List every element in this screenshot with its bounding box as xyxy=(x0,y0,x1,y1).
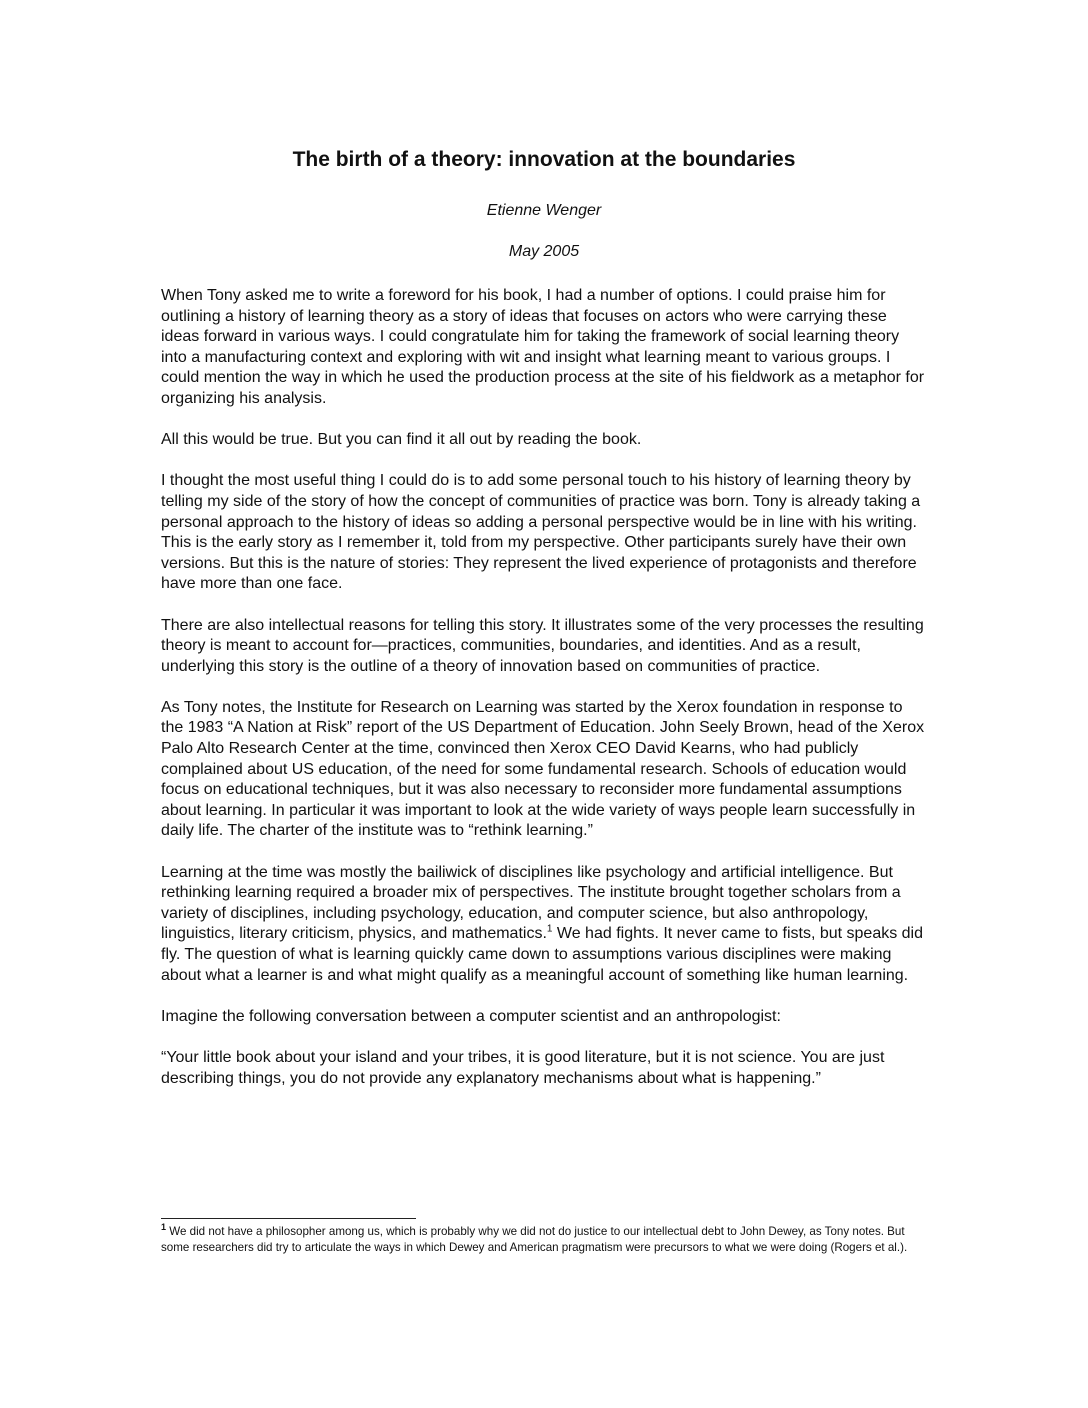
paragraph: When Tony asked me to write a foreword for his book, I had a number of options. I could praise him for outlining a history of learning theory as a story of ideas that focuses on actors who were carrying these ideas forward in various ways. I could congratulate him for taking the framework of social learning theory into a manufacturing context and exploring with wit and insight what learning meant to various groups. I could mention the way in which he used the production process at the site of his fieldwork as a metaphor for organizing his analysis. xyxy=(161,287,925,407)
document-date: May 2005 xyxy=(508,243,580,260)
footnote-divider xyxy=(161,1218,416,1219)
paragraph-text: Learning at the time was mostly the bailiwick of disciplines like psychology and artificial intelligence. But rethinking learning required a broader mix of perspectives. The institute brought together scholars from a variety of disciplines, including psychology, education, and computer science, but also anthropology, linguistics, literary criticism, physics, and mathematics. xyxy=(161,863,901,943)
paragraph: There are also intellectual reasons for telling this story. It illustrates some of the very processes the resulting theory is meant to account for—practices, communities, boundaries, and identities. And as a result, underlying this story is the outline of a theory of innovation based on communities of practice. xyxy=(161,616,924,675)
body-text xyxy=(161,286,929,1089)
paragraph: I thought the most useful thing I could do is to add some personal touch to his history of learning theory by telling my side of the story of how the concept of communities of practice was born. Tony is already taking a personal approach to the history of ideas so adding a personal perspective would be in line with his writing. This is the early story as I remember it, told from my perspective. Other participants surely have their own versions. But this is the nature of stories: They represent the lived experience of protagonists and therefore have more than one face. xyxy=(161,472,921,593)
footnote-marker: 1 xyxy=(161,1222,167,1233)
paragraph: As Tony notes, the Institute for Research on Learning was started by the Xerox foundation in response to the 1983 “A Nation at Risk” report of the US Department of Education. John Seely Brown, head of the Xerox Palo Alto Research Center at the time, convinced then Xerox CEO David Kearns, who had publicly complained about US education, of the need for some fundamental research. Schools of education would focus on educational techniques, but it was also necessary to reconsider more fundamental assumptions about learning. In particular it was important to look at the wide variety of ways people learn successfully in daily life. The charter of the institute was to “rethink learning.” xyxy=(161,698,925,840)
quote-paragraph: “Your little book about your island and your tribes, it is good literature, but it is not science. You are just describing things, you do not provide any explanatory mechanisms about what is happening.” xyxy=(161,1048,885,1087)
paragraph: Imagine the following conversation between a computer scientist and an anthropologist: xyxy=(161,1007,781,1025)
document-title: The birth of a theory: innovation at the boundaries xyxy=(292,148,796,171)
footnote-text: We did not have a philosopher among us, which is probably why we did not do justice to our intellectual debt to John Dewey, as Tony notes. But some researchers did try to articulate the ways in which Dewey and American pragmatism were precursors to what we were doing (Rogers et al.). xyxy=(161,1225,908,1254)
footnote-reference[interactable]: 1 xyxy=(546,924,553,936)
footnote xyxy=(161,1224,929,1256)
paragraph-text: We had fights. It never came to fists, but speaks did fly. The question of what is learning quickly came down to assumptions various disciplines were making about what a learner is and what might qualify as a meaningful account of something like human learning. xyxy=(161,925,924,984)
paragraph xyxy=(161,863,929,987)
author-name: Etienne Wenger xyxy=(486,202,602,219)
paragraph: All this would be true. But you can find it all out by reading the book. xyxy=(161,431,642,449)
